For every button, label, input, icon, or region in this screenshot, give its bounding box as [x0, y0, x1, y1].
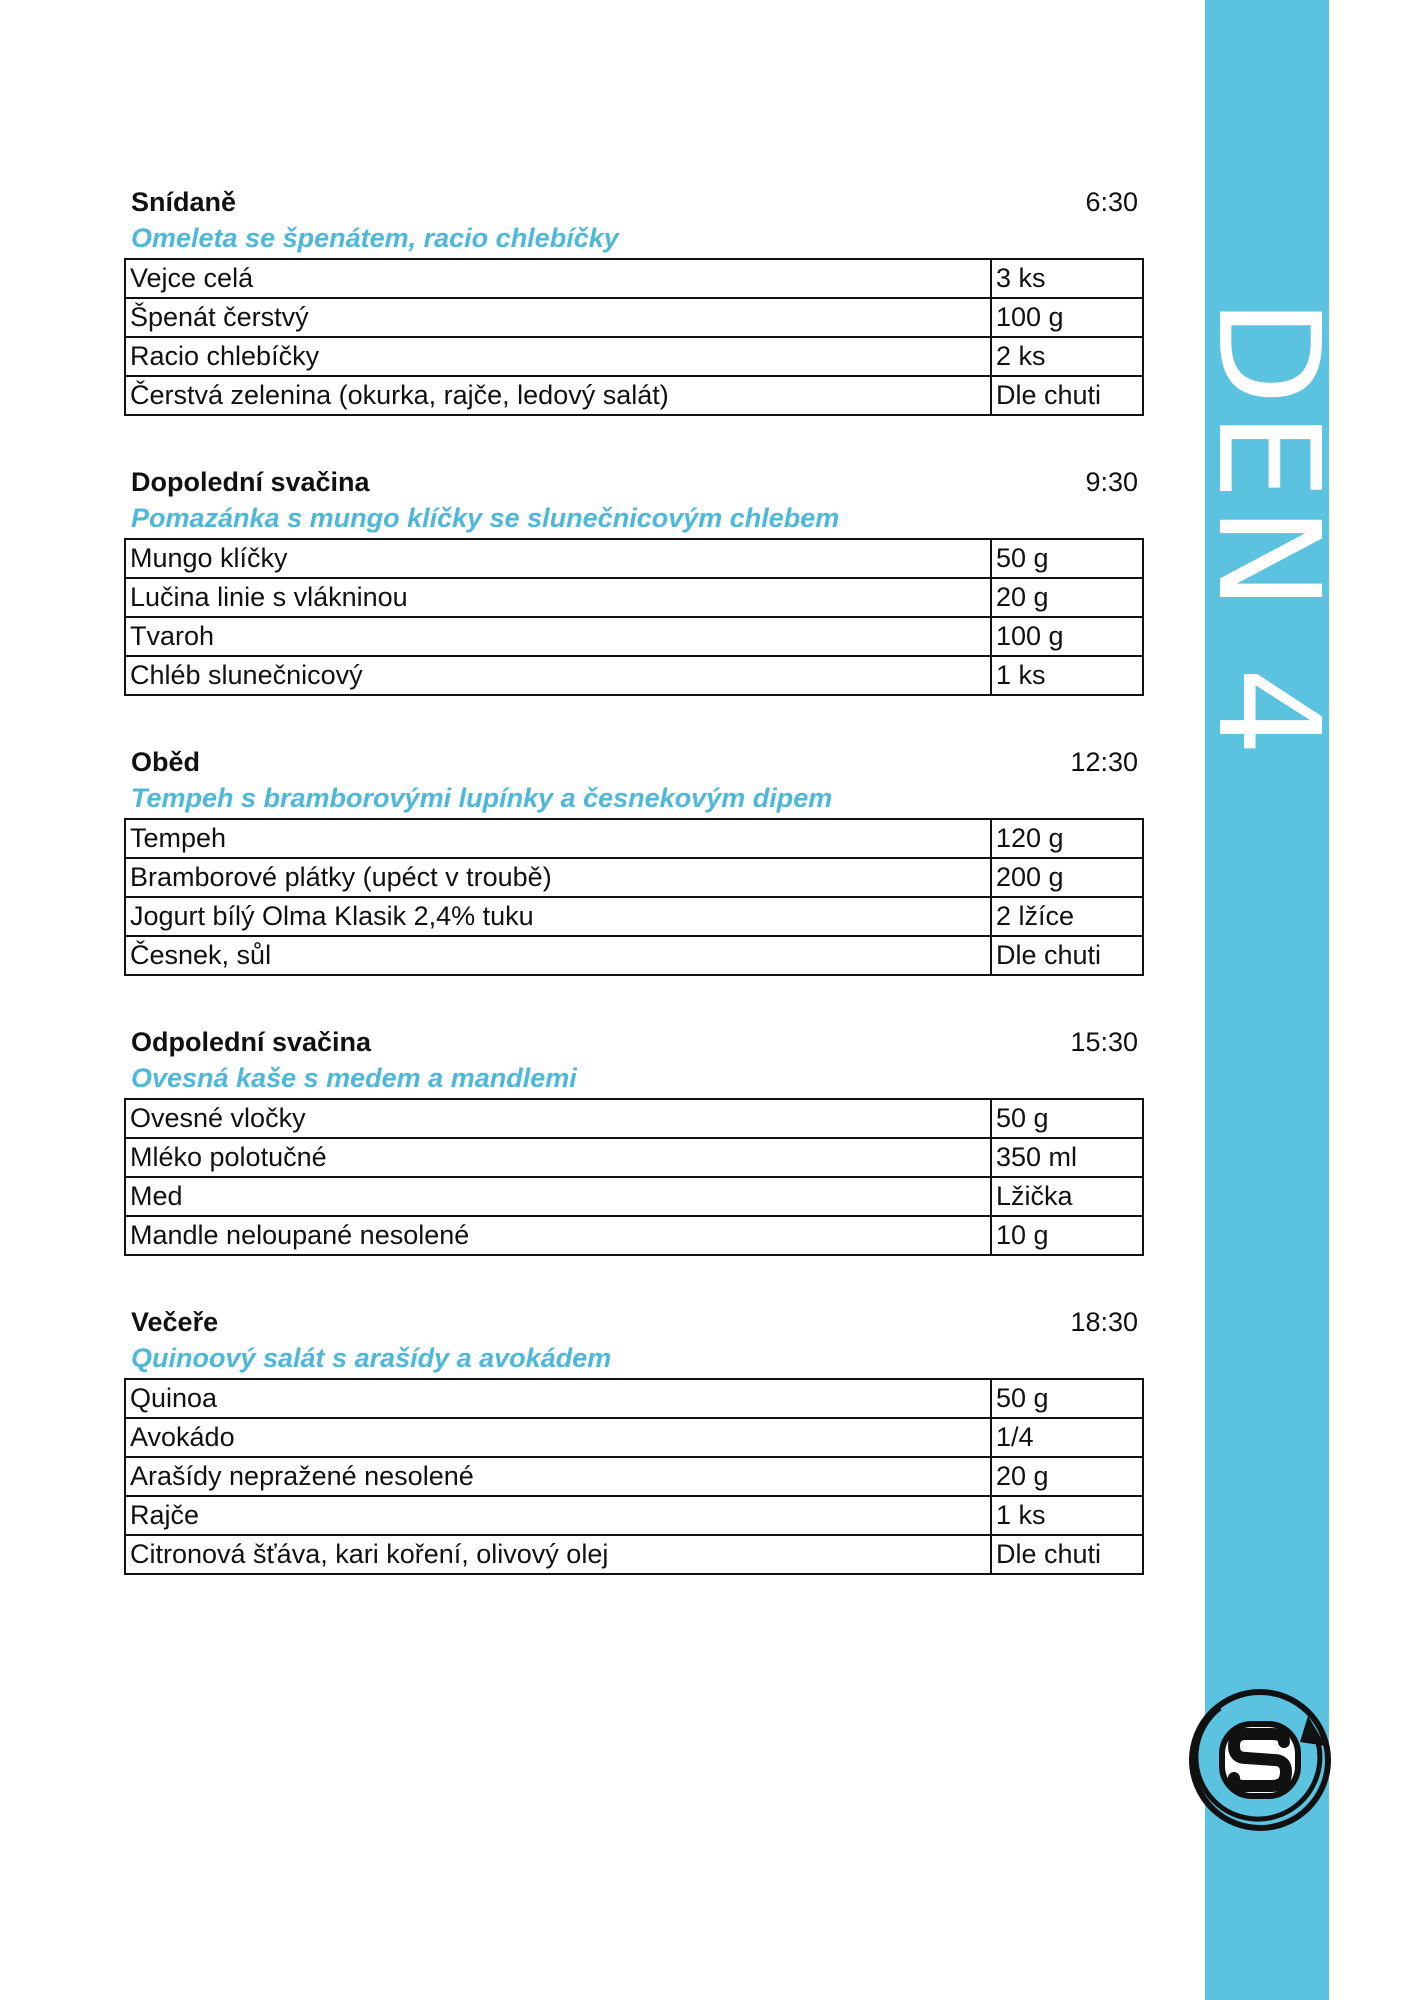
meal-header [124, 176, 1144, 218]
meal-name: Večeře [131, 1307, 219, 1337]
table-row [125, 819, 1143, 858]
meal-name: Dopolední svačina [131, 467, 370, 497]
meal-section [124, 456, 1144, 696]
ingredients-table [124, 1378, 1144, 1575]
ingredient-name: Ovesné vločky [125, 1099, 991, 1138]
meal-header [124, 1016, 1144, 1058]
ingredient-amount: 20 g [991, 1457, 1143, 1496]
ingredient-name: Med [125, 1177, 991, 1216]
s-circle-arrow-logo-icon [1180, 1680, 1340, 1840]
ingredient-amount: Dle chuti [991, 376, 1143, 415]
ingredient-name: Bramborové plátky (upéct v troubě) [125, 858, 991, 897]
ingredients-table [124, 818, 1144, 976]
ingredient-amount: 10 g [991, 1216, 1143, 1255]
dish-title: Pomazánka s mungo klíčky se slunečnicovým chlebem [131, 503, 840, 533]
meal-section [124, 1296, 1144, 1575]
table-row [125, 337, 1143, 376]
table-row [125, 1216, 1143, 1255]
ingredient-name: Chléb slunečnicový [125, 656, 991, 695]
meal-time: 6:30 [1085, 187, 1138, 217]
ingredient-amount: 50 g [991, 539, 1143, 578]
table-row [125, 1379, 1143, 1418]
meal-header [124, 1296, 1144, 1338]
ingredient-name: Čerstvá zelenina (okurka, rajče, ledový salát) [125, 376, 991, 415]
dish-title: Omeleta se špenátem, racio chlebíčky [131, 223, 619, 253]
table-row [125, 1099, 1143, 1138]
ingredients-table [124, 1098, 1144, 1256]
meal-name: Snídaně [131, 187, 237, 217]
meal-name: Odpolední svačina [131, 1027, 372, 1057]
table-row [125, 578, 1143, 617]
meal-time: 9:30 [1085, 467, 1138, 497]
dish-title: Quinoový salát s arašídy a avokádem [131, 1343, 612, 1373]
ingredient-amount: 100 g [991, 617, 1143, 656]
meal-time: 18:30 [1070, 1307, 1138, 1337]
table-row [125, 1457, 1143, 1496]
meal-plan [124, 176, 1144, 1615]
ingredient-amount: 1 ks [991, 656, 1143, 695]
table-row [125, 1138, 1143, 1177]
ingredient-amount: 1/4 [991, 1418, 1143, 1457]
dish-title: Ovesná kaše s medem a mandlemi [131, 1063, 577, 1093]
ingredient-name: Tvaroh [125, 617, 991, 656]
meal-section [124, 736, 1144, 976]
ingredient-name: Arašídy nepražené nesolené [125, 1457, 991, 1496]
ingredient-amount: Lžička [991, 1177, 1143, 1216]
ingredient-name: Rajče [125, 1496, 991, 1535]
table-row [125, 617, 1143, 656]
ingredient-name: Jogurt bílý Olma Klasik 2,4% tuku [125, 897, 991, 936]
table-row [125, 539, 1143, 578]
ingredient-name: Lučina linie s vlákninou [125, 578, 991, 617]
ingredient-amount: 50 g [991, 1099, 1143, 1138]
table-row [125, 1496, 1143, 1535]
table-row [125, 376, 1143, 415]
ingredient-amount: 200 g [991, 858, 1143, 897]
ingredient-amount: 1 ks [991, 1496, 1143, 1535]
ingredient-amount: 50 g [991, 1379, 1143, 1418]
meal-time: 15:30 [1070, 1027, 1138, 1057]
day-title: DEN 4 [1186, 297, 1349, 763]
ingredient-amount: 20 g [991, 578, 1143, 617]
meal-time: 12:30 [1070, 747, 1138, 777]
ingredient-amount: 350 ml [991, 1138, 1143, 1177]
ingredient-name: Tempeh [125, 819, 991, 858]
ingredient-name: Mandle neloupané nesolené [125, 1216, 991, 1255]
ingredient-amount: Dle chuti [991, 1535, 1143, 1574]
meal-header [124, 736, 1144, 778]
meal-section [124, 1016, 1144, 1256]
ingredient-name: Vejce celá [125, 259, 991, 298]
ingredient-name: Racio chlebíčky [125, 337, 991, 376]
ingredient-amount: 3 ks [991, 259, 1143, 298]
ingredient-name: Quinoa [125, 1379, 991, 1418]
ingredient-name: Citronová šťáva, kari koření, olivový olej [125, 1535, 991, 1574]
ingredient-name: Mléko polotučné [125, 1138, 991, 1177]
ingredients-table [124, 258, 1144, 416]
table-row [125, 858, 1143, 897]
table-row [125, 936, 1143, 975]
ingredient-amount: 100 g [991, 298, 1143, 337]
table-row [125, 259, 1143, 298]
table-row [125, 656, 1143, 695]
dish-title: Tempeh s bramborovými lupínky a česnekovým dipem [131, 783, 833, 813]
ingredient-name: Špenát čerstvý [125, 298, 991, 337]
ingredient-amount: 2 lžíce [991, 897, 1143, 936]
ingredient-name: Avokádo [125, 1418, 991, 1457]
meal-header [124, 456, 1144, 498]
ingredient-name: Česnek, sůl [125, 936, 991, 975]
ingredient-name: Mungo klíčky [125, 539, 991, 578]
table-row [125, 1535, 1143, 1574]
ingredient-amount: 120 g [991, 819, 1143, 858]
table-row [125, 1418, 1143, 1457]
table-row [125, 298, 1143, 337]
meal-section [124, 176, 1144, 416]
ingredient-amount: Dle chuti [991, 936, 1143, 975]
ingredient-amount: 2 ks [991, 337, 1143, 376]
ingredients-table [124, 538, 1144, 696]
table-row [125, 1177, 1143, 1216]
table-row [125, 897, 1143, 936]
meal-name: Oběd [131, 747, 201, 777]
